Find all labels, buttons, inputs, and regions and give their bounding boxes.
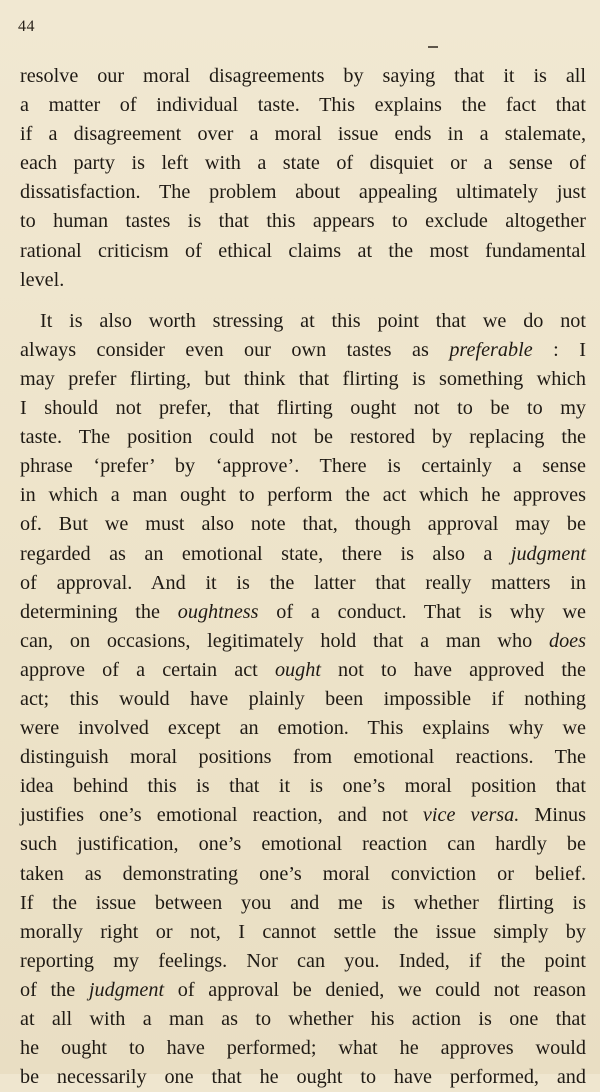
text-segment: idea behind this is that it is one’s moral position that xyxy=(20,775,586,798)
text-segment: were involved except an emotion. This explains why we xyxy=(20,717,586,740)
text-line xyxy=(20,714,586,743)
text-line xyxy=(20,1005,586,1034)
text-segment: of approval be denied, we could not reason xyxy=(164,978,587,1001)
text-segment: approve of a certain act xyxy=(20,658,275,681)
text-segment: rational criticism of ethical claims at the most fundamental xyxy=(20,239,586,262)
text-line xyxy=(20,510,586,539)
text-segment: of the xyxy=(20,978,89,1001)
text-segment: determining the xyxy=(20,600,178,623)
text-line xyxy=(20,266,586,295)
text-segment: if a disagreement over a moral issue ends in a stalemate, xyxy=(20,123,586,146)
text-line xyxy=(20,91,586,120)
paragraph xyxy=(20,307,586,1092)
text-line xyxy=(20,627,586,656)
text-segment: regarded as an emotional state, there is also a xyxy=(20,542,511,565)
text-line xyxy=(20,120,586,149)
text-line xyxy=(20,394,586,423)
text-segment: dissatisfaction. The problem about appealing ultimately just xyxy=(20,181,586,204)
text-line xyxy=(20,237,586,266)
text-line xyxy=(20,830,586,859)
text-segment: in which a man ought to perform the act which he approves xyxy=(20,484,586,507)
text-line xyxy=(20,1034,586,1063)
text-line xyxy=(20,772,586,801)
italic-text: preferable xyxy=(449,338,533,361)
text-segment: such justification, one’s emotional reaction can hardly be xyxy=(20,833,586,856)
body-text xyxy=(20,62,586,1092)
italic-text: does xyxy=(548,629,586,652)
text-line xyxy=(20,365,586,394)
text-segment: It is also worth stressing at this point that we do not xyxy=(40,309,586,332)
text-segment: I should not prefer, that flirting ought not to be to my xyxy=(20,397,586,420)
print-speck xyxy=(428,46,438,48)
text-line xyxy=(20,801,586,830)
italic-text: judgment xyxy=(88,978,165,1001)
text-line xyxy=(20,656,586,685)
text-line xyxy=(20,149,586,178)
text-segment: be necessarily one that he ought to have performed, and xyxy=(20,1066,586,1089)
text-line xyxy=(20,918,586,947)
text-line xyxy=(20,452,586,481)
italic-text: judgment xyxy=(510,542,586,565)
text-line xyxy=(20,423,586,452)
italic-text: ought xyxy=(274,658,321,681)
text-segment: not to have approved the xyxy=(320,658,586,681)
text-segment: of approval. And it is the latter that really matters in xyxy=(20,571,586,594)
text-segment: of a conduct. That is why we xyxy=(258,600,586,623)
text-segment: can, on occasions, legitimately hold that a man who xyxy=(20,629,549,652)
text-line xyxy=(20,685,586,714)
text-segment: a matter of individual taste. This explains the fact that xyxy=(20,94,586,117)
italic-text: vice versa. xyxy=(422,804,520,827)
text-segment: : I xyxy=(532,338,586,361)
text-segment: reporting my feelings. Nor can you. Inded, if the point xyxy=(20,949,586,972)
text-line xyxy=(20,743,586,772)
text-line xyxy=(20,598,586,627)
text-line xyxy=(20,336,586,365)
text-segment: to human tastes is that this appears to exclude altogether xyxy=(20,210,586,233)
paragraph xyxy=(20,62,586,295)
text-segment: Minus xyxy=(519,804,587,827)
text-line xyxy=(20,569,586,598)
text-segment: taste. The position could not be restored by replacing the xyxy=(20,426,586,449)
text-line xyxy=(20,889,586,918)
text-segment: each party is left with a state of disquiet or a sense of xyxy=(20,152,586,175)
text-line xyxy=(20,481,586,510)
text-line xyxy=(20,1063,586,1092)
text-segment: may prefer flirting, but think that flirting is something which xyxy=(20,367,586,390)
text-segment: level. xyxy=(20,268,65,291)
text-segment: morally right or not, I cannot settle the issue simply by xyxy=(20,920,586,943)
text-segment: If the issue between you and me is whether flirting is xyxy=(20,891,586,914)
text-segment: phrase ‘prefer’ by ‘approve’. There is certainly a sense xyxy=(20,455,586,478)
text-line xyxy=(20,178,586,207)
text-segment: he ought to have performed; what he approves would xyxy=(20,1037,586,1060)
text-segment: distinguish moral positions from emotional reactions. The xyxy=(20,746,586,769)
text-line xyxy=(20,540,586,569)
text-line xyxy=(20,947,586,976)
text-segment: at all with a man as to whether his action is one that xyxy=(20,1008,586,1030)
text-segment: act; this would have plainly been impossible if nothing xyxy=(20,687,586,710)
text-line xyxy=(20,207,586,236)
text-line xyxy=(20,860,586,889)
text-line xyxy=(20,62,586,91)
text-segment: of. But we must also note that, though approval may be xyxy=(20,513,586,536)
text-segment: justifies one’s emotional reaction, and not xyxy=(20,804,423,827)
text-line xyxy=(20,976,586,1005)
page-number: 44 xyxy=(18,18,35,35)
italic-text: oughtness xyxy=(177,600,259,623)
text-segment: resolve our moral disagreements by saying that it is all xyxy=(20,65,586,87)
text-segment: always consider even our own tastes as xyxy=(20,338,450,361)
text-line xyxy=(20,307,586,336)
text-segment: taken as demonstrating one’s moral conviction or belief. xyxy=(20,862,586,885)
